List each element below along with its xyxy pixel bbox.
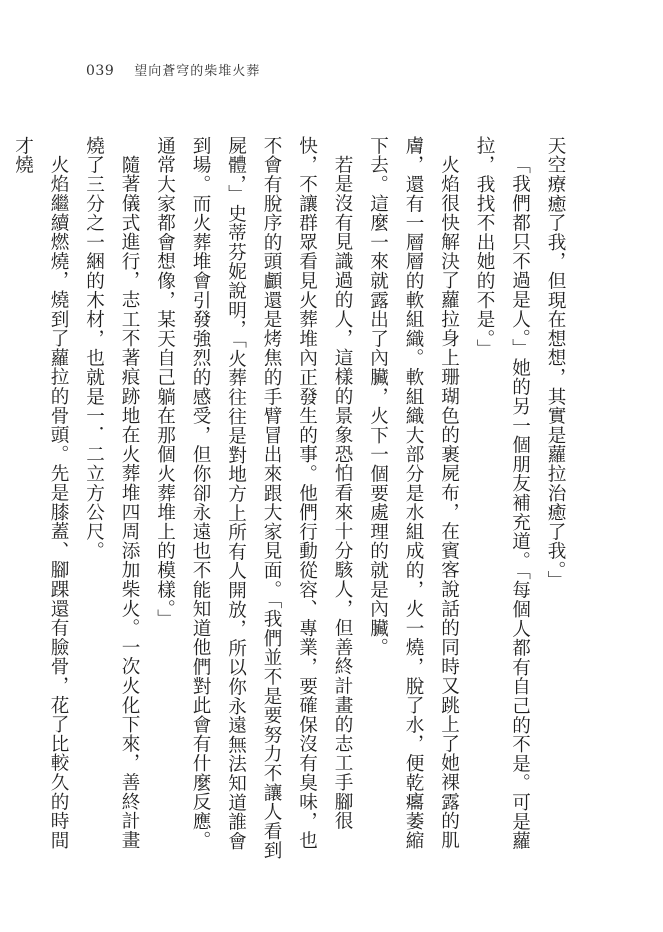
paragraph-4: 若是沒有見識過的人，這樣的景象恐怕看來十分駭人，但善終計畫的志工手腳很快，不讓群眾看見火葬堆內正發生的事。他們行動從容、專業，要確保沒有臭味，也不會有脫序的頭顱還是烤焦的手臂冒出來跟大家見面。「我們並不是要努力不讓人看到屍體，」史蒂芬妮說明，「火葬往往是對地方上所有人開放，所以你永遠無法知道誰會到場。而火葬堆會引發強烈的感受，但你卻永遠也不能知道他們對此會有什麼反應。通常大家都會想像，某天自己躺在那個火葬堆上的模樣。」 [154, 136, 353, 861]
chapter-title: 望向蒼穹的柴堆火葬 [134, 64, 261, 79]
paragraph-2: 「我們都只不過是人。」她的另一個朋友補充道。「每個人都有自己的不是。可是蘿拉，我找不出她的不是。」 [474, 136, 531, 851]
paragraph-3: 火焰很快解決了蘿拉身上珊瑚色的裹屍布，在賓客說話的同時又跳上了她裸露的肌膚，還有一層層的軟組織。軟組織大部分是水組成的，火一燒，脫了水，便乾癟萎縮下去。這麼一來就露出了內臟，火下一個要處理的就是內臟。 [367, 136, 460, 851]
running-header [86, 60, 260, 79]
paragraph-1: 天空療癒了我，但現在想想，其實是蘿拉治癒了我。」 [545, 136, 566, 590]
page-number: 039 [86, 63, 115, 79]
paragraph-6: 火焰繼續燃燒，燒到了蘿拉的骨頭。先是膝蓋、腳踝還有臉骨，花了比較久的時間才燒 [12, 136, 69, 850]
paragraph-5: 隨著儀式進行，志工不著痕跡地在火葬堆四周添加柴火。一次火化下來，善終計畫燒了三分之一綑的木材，也就是一．二立方公尺。 [83, 136, 140, 850]
body-text [5, 136, 573, 868]
